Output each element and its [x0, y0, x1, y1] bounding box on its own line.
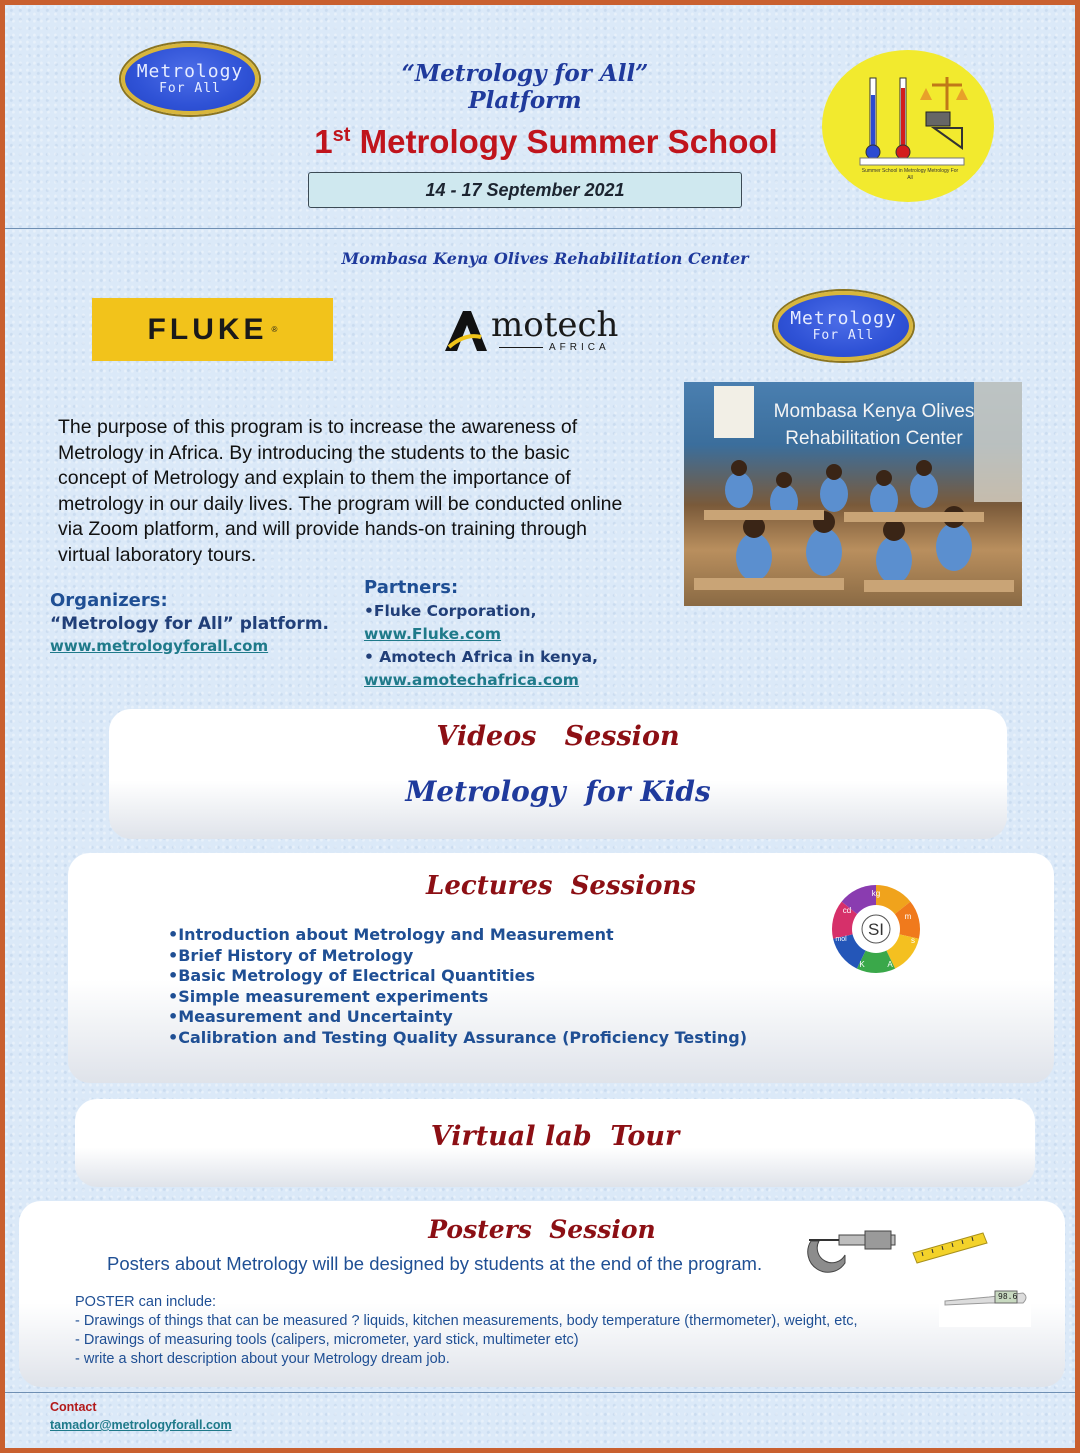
partner-fluke: •Fluke Corporation,	[364, 602, 537, 620]
svg-text:s: s	[911, 936, 915, 945]
partners-heading: Partners:	[364, 577, 459, 598]
classroom-photo	[684, 382, 1022, 606]
svg-text:cd: cd	[842, 906, 852, 915]
micrometer-icon	[805, 1219, 901, 1275]
posters-session-title: Posters Session	[428, 1215, 656, 1244]
list-item: •Introduction about Metrology and Measurement	[168, 925, 614, 944]
si-units-wheel-icon	[830, 883, 922, 975]
partners-block	[364, 577, 684, 691]
metrology-for-kids-title: Metrology for Kids	[405, 775, 711, 808]
venue-title: Mombasa Kenya Olives Rehabilitation Center	[341, 249, 749, 268]
header-divider	[5, 228, 1075, 229]
list-item: •Basic Metrology of Electrical Quantities	[168, 966, 535, 985]
partner-fluke-link[interactable]: www.Fluke.com	[364, 625, 502, 643]
ruler-icon	[911, 1217, 989, 1265]
svg-text:kg: kg	[871, 889, 881, 898]
list-item: •Simple measurement experiments	[168, 986, 489, 1006]
footer-divider	[5, 1392, 1075, 1393]
contact-email[interactable]: tamador@metrologyforall.com	[50, 1418, 232, 1432]
amotech-africa-logo: motech AFRICA	[441, 305, 621, 355]
summer-school-logo-caption: Summer School in Metrology Metrology For All	[861, 168, 959, 181]
svg-text:m: m	[904, 912, 912, 921]
videos-session-panel	[109, 709, 1007, 839]
platform-title: “Metrology for All” Platform	[401, 60, 649, 114]
svg-text:K: K	[859, 960, 865, 969]
posters-intro: Posters about Metrology will be designed by students at the end of the program.	[107, 1253, 763, 1274]
amotech-a-icon	[441, 307, 491, 353]
videos-session-title: Videos Session	[436, 721, 680, 752]
fluke-logo: FLUKE ®	[92, 298, 333, 361]
list-item: •Calibration and Testing Quality Assurance (Proficiency Testing)	[168, 1027, 748, 1047]
si-label: SI	[867, 920, 885, 939]
poster-can-include: POSTER can include:	[75, 1294, 217, 1310]
contact-label: Contact	[50, 1400, 97, 1414]
lectures-list	[168, 925, 828, 1048]
school-title-text: Metrology Summer School	[359, 123, 778, 160]
list-item: •Brief History of Metrology	[168, 945, 414, 965]
organizers-heading: Organizers:	[50, 590, 168, 611]
list-item: - Drawings of things that can be measured ? liquids, kitchen measurements, body temperature (thermometer), weight, etc,	[75, 1313, 858, 1329]
poster-page	[5, 5, 1075, 1448]
thermometer-reading: 98.6	[998, 1292, 1018, 1301]
svg-text:A: A	[887, 960, 893, 969]
svg-text:mol: mol	[835, 936, 847, 943]
digital-thermometer-icon	[939, 1283, 1031, 1327]
virtual-lab-tour-panel	[75, 1099, 1035, 1187]
list-item: •Measurement and Uncertainty	[168, 1007, 453, 1026]
lectures-session-title: Lectures Sessions	[426, 871, 696, 901]
school-title	[261, 123, 831, 161]
summer-school-logo	[822, 50, 994, 202]
organizers-name: “Metrology for All” platform.	[50, 614, 329, 634]
dates-box: 14 - 17 September 2021	[308, 172, 742, 208]
metrology-for-all-logo-partner: Metrology For All	[774, 291, 913, 361]
partner-amotech: • Amotech Africa in kenya,	[364, 648, 599, 666]
photo-caption: Mombasa Kenya Olives Rehabilitation Center	[773, 401, 975, 449]
virtual-lab-tour-title: Virtual lab Tour	[430, 1121, 680, 1152]
school-ordinal-suffix: st	[332, 124, 351, 146]
organizers-link[interactable]: www.metrologyforall.com	[50, 637, 269, 655]
posters-session-panel	[19, 1201, 1065, 1387]
lectures-session-panel	[68, 853, 1054, 1083]
partner-amotech-link[interactable]: www.amotechafrica.com	[364, 671, 579, 689]
metrology-for-all-logo: Metrology For All	[121, 43, 259, 115]
school-ordinal: 1	[314, 123, 333, 160]
intro-paragraph: The purpose of this program is to increase the awareness of Metrology in Africa. By introducing the students to the basic concept of Metrology and explain to them the importance of metrology in our daily lives. The program will be conducted online via Zoom platform, and will provide hands-on training through virtual laboratory tours.	[58, 416, 623, 566]
list-item: - Drawings of measuring tools (calipers, micrometer, yard stick, multimeter etc)	[75, 1332, 579, 1348]
organizers-block	[50, 590, 350, 656]
list-item: - write a short description about your Metrology dream job.	[75, 1351, 450, 1367]
